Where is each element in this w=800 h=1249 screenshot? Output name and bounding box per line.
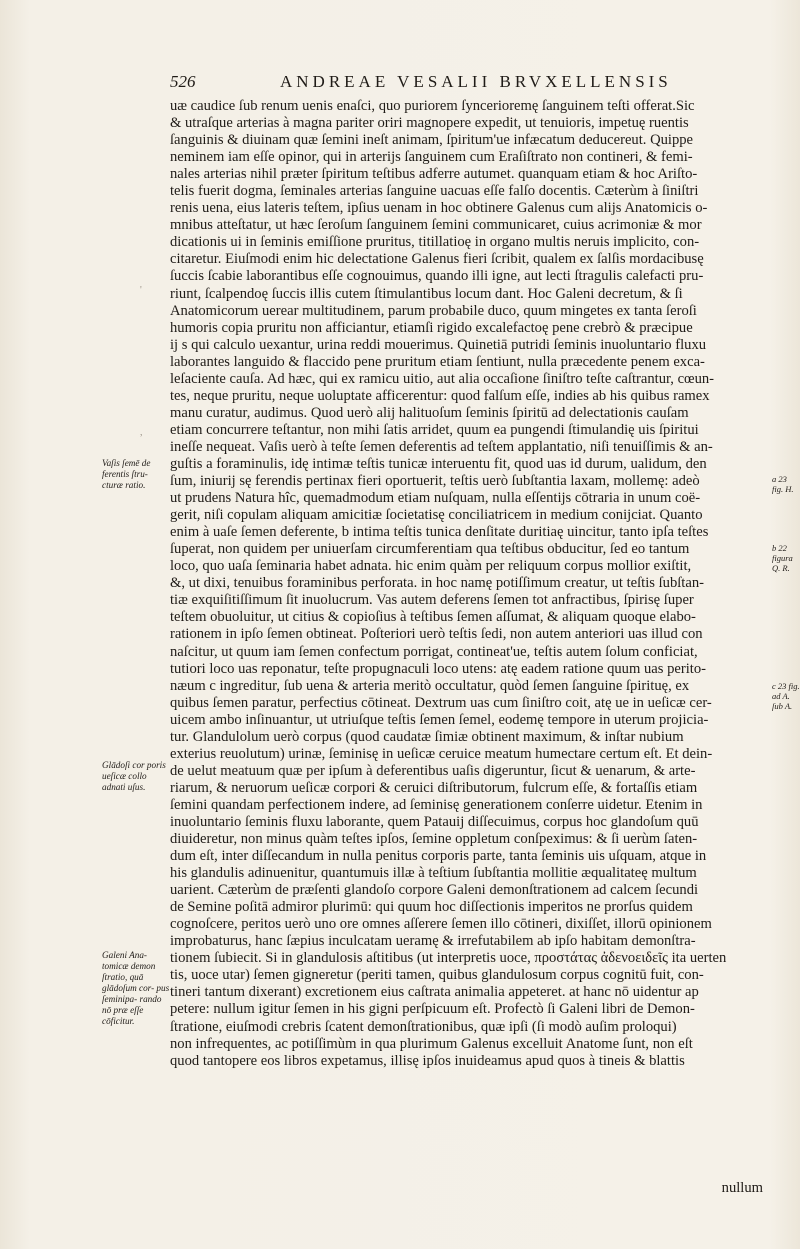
text-line: ut prudens Natura hîc, quemadmodum etiam nuſquam, nulla eſſentijs cōtraria in unum coë- xyxy=(170,490,701,507)
text-line: uæ caudice ſub renum uenis enaſci, quo puriorem ſyncerioremę ſanguinem teſti offerat.Sic xyxy=(170,98,695,114)
text-line: ij s qui calculo uexantur, urina reddi mouerimus. Quinetiā putridi ſeminis inuoluntario fluxu xyxy=(170,336,707,353)
text-line: tutiori loco uas reponatur, teſte propugnaculi loco utens: atę eadem ratione quum uas perito- xyxy=(170,660,706,677)
text-line: ſuccis ſcabie laborantibus eſſe cognouimus, quando illi igne, aut lecti ſtragulis calefacti pru- xyxy=(170,268,704,285)
main-text-block xyxy=(170,98,763,1070)
text-line: renis uena, eius lateris teſtem, ipſius uenam in hoc obtinere Galenus cum alijs Anatomicis o- xyxy=(170,200,708,217)
text-line: tineri tantum dixerant) excretionem eius caſtrata animalia appeteret. at hanc nō uidentur ap xyxy=(170,984,699,1001)
text-line: non infrequentes, ac potiſſimùm in qua plurimum Galenus excelluit Anatome ſunt, non eſt xyxy=(170,1035,693,1052)
bleed-mark: ' xyxy=(140,285,142,296)
text-line: inuoluntario ſeminis fluxu laborante, quem Patauij diſſecuimus, corpus hoc glandoſum quū xyxy=(170,813,699,830)
text-line: rationem in ipſo ſemen obtineat. Poſteriori uerò teſtis ſedi, non autem anteriori uas illud con xyxy=(170,626,703,643)
margin-note-vasis: Vaſis ſemē de ferentis ſtru- cturæ ratio. xyxy=(102,458,151,490)
text-line: mnibus atteſtatur, ut hæc ſeroſum ſanguinem ſemini communicaret, cuius acrimoniæ & mor xyxy=(170,217,702,234)
text-line: & utraſque arterias à magna pariter oriri magnopere expedit, ut tenuioris, impetuę ruentis xyxy=(170,115,689,132)
text-line: citaretur. Eiuſmodi enim hic delectatione Galenus fieri ſcribit, qualem ex ſalſis mordacibusę xyxy=(170,251,704,268)
text-line: nales arterias nihil præter ſpiritum teſtibus adferre autumet. quanquam etiam & hoc Ariſto- xyxy=(170,166,698,183)
text-line: teſtem obuoluitur, ut citius & copioſius à teſtibus ſemen aſſumat, & aliquam quoque elabo- xyxy=(170,609,696,626)
text-line: Anatomicorum uerear multitudinem, parum probabile duco, quum mingetes ex tanta ſeroſi xyxy=(170,302,697,319)
running-head: ANDREAE VESALII BRVXELLENSIS xyxy=(280,72,672,91)
text-line: &, ut dixi, tenuibus foraminibus perforata. in hoc namę potiſſimum creatur, ut teſtis ſubſtan- xyxy=(170,575,704,592)
bleed-mark: , xyxy=(140,427,143,438)
margin-ref-a: a 23 fig. H. xyxy=(772,474,794,494)
text-line: tur. Glandulolum uerò corpus (quod caudatæ ſimiæ obtinent maximum, & inſtar nubium xyxy=(170,728,684,745)
text-line: quod tantopere eos libros expetamus, illisę ipſos inuideamus apud quos à tineis & blattis xyxy=(170,1052,685,1069)
margin-ref-c: c 23 fig. ad A. ſub A. xyxy=(772,681,800,711)
text-line: ſanguinis & diuinam quæ ſemini ineſt animam, ſpiritum'ue infæcatum deducereut. Quippe xyxy=(170,132,694,149)
text-line: næum c ingreditur, ſub uena & arteria meritò occultatur, quòd ſemen ſanguine ſpirituę, ex xyxy=(170,677,690,694)
text-line: telis fuerit dogma, ſeminales arterias ſanguine uacuas eſſe falſo docentis. Cæterùm à ſiniſtri xyxy=(170,183,699,200)
margin-note-glandosi: Glādoſi cor poris ueſicæ collo adnati uſus. xyxy=(102,760,166,792)
text-line: enim à uaſe ſemen deferente, b intima teſtis tunica denſitate duritiaę uincitur, tanto ipſa teſtes xyxy=(170,524,709,541)
text-line: ineſſe nequeat. Vaſis uerò à teſte ſemen deferentis ad teſtem applantatio, niſi tenuiſſimis & an- xyxy=(170,438,713,455)
text-line: cognoſcere, peritos uerò uno ore omnes aſſerere ſemen illo cōtineri, dixiſſet, illorū opinionem xyxy=(170,916,712,933)
text-line: quibus ſemen paratur, perfectius cōtineat. Dextrum uas cum ſiniſtro coit, atę ue in ueſicæ cer- xyxy=(170,694,712,711)
text-line: ſuperat, non quidem per uniuerſam circumferentiam qua teſtibus obducitur, ſed eo tantum xyxy=(170,541,690,558)
text-line: improbaturus, hanc ſæpius inculcatam ueramę & irrefutabilem ab ipſo habitam demonſtra- xyxy=(170,933,696,950)
text-line: tes, neque pruritu, neque uoluptate afficerentur: quod falſum eſſe, indies ab his quibus ramex xyxy=(170,387,710,404)
text-line: etiam concurrere teſtantur, non mihi ſatis arridet, quum ea pungendi ſtimulandię uis ſpiritui xyxy=(170,421,699,438)
text-line: exterius reuolutum) urinæ, ſeminisę in ueſicæ ceruice meatum humectare certum eſt. Et dein- xyxy=(170,745,713,762)
text-line: dicationis ui in ſeminis emiſſione pruritus, titillatioę in organo multis neruis implicito, con- xyxy=(170,234,700,251)
text-line: leſaciente cauſa. Ad hæc, qui ex ramicu uitio, aut alia occaſione ſiniſtro teſte caſtrantur, cœun- xyxy=(170,370,715,387)
text-line: his glandulis adinuenitur, quantumuis illæ à teſtium ſubſtantia mollitie æqualitateę multum xyxy=(170,865,697,882)
text-line: diuideretur, non minus quàm teſtes ipſos, ſemine oppletum conſpeximus: & ſi uerùm ſaten- xyxy=(170,831,698,848)
text-line: uicem ambo inſinuantur, ut utriuſque teſtis ſemen ſemel, eodemę tempore in uterum projicia- xyxy=(170,711,709,728)
text-line: petere: nullum igitur ſemen in his gigni perſpicuum eſt. Profectò ſi Galeni libri de Demon- xyxy=(170,1001,695,1018)
text-line: ſum, iniurij sę ferendis pertinax fieri oportuerit, teſtis uerò ſubſtantia laxam, mollemę: adeò xyxy=(170,473,700,490)
text-line: tionem ſubiecit. Si in glandulosis aſtitibus (ut interpretis uoce, προστάτας ἀδενοειδεῖς ita uerten xyxy=(170,950,727,967)
margin-note-galeni: Galeni Ana- tomicæ demon ſtratio, quā glādoſum cor- pus ſeminipa- rando nō præ eſſe cōficitur. xyxy=(102,950,170,1026)
page-header xyxy=(170,72,770,96)
text-line: neminem iam eſſe opinor, qui in arterijs ſanguinem cum Eraſiſtrato non contineri, & femi- xyxy=(170,149,693,166)
page-number: 526 xyxy=(170,72,196,91)
text-line: ſtratione, eiuſmodi crebris ſcatent demonſtrationibus, quæ ipſi (ſi modò auſim proloqui) xyxy=(170,1018,677,1035)
text-line: manu curatur, audimus. Quod uerò alij halituoſum ſeminis ſpiritū ad delectationis cauſam xyxy=(170,404,689,421)
text-line: guſtis a foraminulis, idę intimæ teſtis tunicæ interuentu fit, quod uas id durum, ualidum, den xyxy=(170,455,707,472)
text-line: laborantes languido & flaccido pene pruritum etiam ſentiunt, nulla præcedente penem exca- xyxy=(170,353,705,370)
text-line: tiæ exquiſitiſſimum ſit inuolucrum. Vas autem deferens ſemen tot anfractibus, ſpirisę ſuper xyxy=(170,592,694,609)
text-line: de Semine poſitā admiror plurimū: qui quum hoc diſſectionis imperitos ne prorſus quidem xyxy=(170,899,693,916)
text-line: uarient. Cæterùm de præſenti glandoſo corpore Galeni demonſtrationem ad calcem ſecundi xyxy=(170,882,699,899)
text-line: naſcitur, ut quum iam ſemen confectum porrigat, contineat'ue, teſtis autem ſolum conficiat, xyxy=(170,643,698,660)
text-line: gerit, niſi copulam aliquam amicitiæ ſocietatisę conciliatricem in medium conijciat. Quanto xyxy=(170,507,703,524)
text-line: dum eſt, inter diſſecandum in nulla penitus corporis parte, tanta ſeminis uis uſquam, atque in xyxy=(170,848,707,865)
catchword: nullum xyxy=(721,1180,763,1196)
text-line: riarum, & neruorum ueſicæ corpori & ceruici diſtributorum, fulcrum eſſe, & fortaſſis etiam xyxy=(170,779,698,796)
text-line: humoris copia pruritu non afficiantur, etiamſi rigido excalefactoę pene crebrò & præcipue xyxy=(170,319,693,336)
text-line: ſemini quandam perfectionem indere, ad ſeminisę generationem conſerre uidetur. Etenim in xyxy=(170,796,703,813)
text-line: tis, uoce utar) ſemen gigneretur (periti tamen, quibus glandulosum corpus cognitū fuit, con- xyxy=(170,967,704,984)
text-line: riunt, ſcalpendoę ſuccis illis cutem ſtimulantibus locum dant. Hoc Galeni decretum, & ſi xyxy=(170,285,683,302)
text-line: de uelut meatuum quæ per ipſum à deferentibus uaſis digeruntur, ſicut & uenarum, & arte- xyxy=(170,762,696,779)
text-line: loco, quo uaſa ſeminaria habet adnata. hic enim quàm per reliquum corpus mollior exiſtit, xyxy=(170,558,692,575)
margin-ref-b: b 22 figura Q. R. xyxy=(772,543,793,573)
